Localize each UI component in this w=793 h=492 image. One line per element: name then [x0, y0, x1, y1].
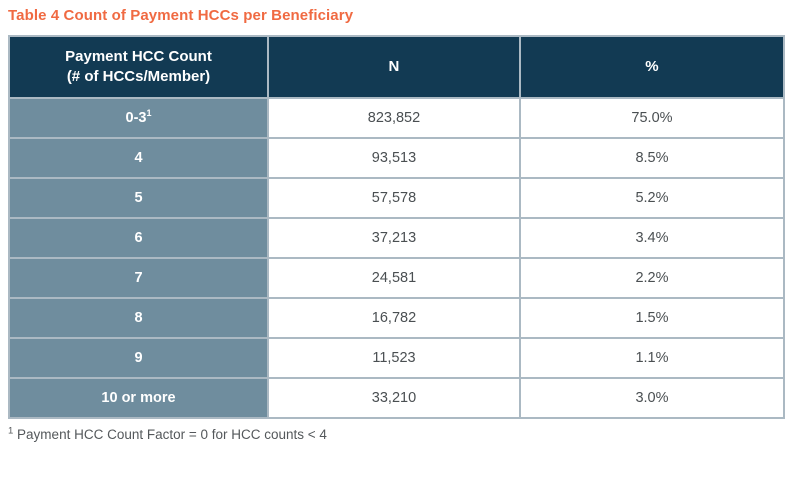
n-cell: 57,578	[268, 178, 520, 218]
row-label-cell: 4	[9, 138, 268, 178]
row-label-cell: 5	[9, 178, 268, 218]
pct-cell: 2.2%	[520, 258, 784, 298]
n-cell: 11,523	[268, 338, 520, 378]
table-row	[9, 298, 784, 338]
header-cell-n: N	[268, 36, 520, 98]
row-label-cell	[9, 98, 268, 138]
n-cell: 16,782	[268, 298, 520, 338]
footnote-text: Payment HCC Count Factor = 0 for HCC counts < 4	[13, 427, 327, 442]
row-label-cell: 7	[9, 258, 268, 298]
table-row	[9, 378, 784, 418]
pct-cell: 3.4%	[520, 218, 784, 258]
n-cell: 24,581	[268, 258, 520, 298]
n-cell: 37,213	[268, 218, 520, 258]
table-row	[9, 218, 784, 258]
payment-hcc-count-table	[8, 35, 785, 419]
pct-cell: 1.1%	[520, 338, 784, 378]
row-label-cell: 9	[9, 338, 268, 378]
header-count-line1: Payment HCC Count	[65, 47, 212, 65]
n-cell: 33,210	[268, 378, 520, 418]
row-label-cell: 6	[9, 218, 268, 258]
pct-cell: 1.5%	[520, 298, 784, 338]
table-row	[9, 258, 784, 298]
header-cell-hcc-count	[9, 36, 268, 98]
n-cell: 823,852	[268, 98, 520, 138]
header-count-line2: (# of HCCs/Member)	[66, 68, 211, 85]
table-row	[9, 98, 784, 138]
row-label-text: 0-3	[125, 110, 147, 126]
footnote-superscript: 1	[8, 425, 14, 437]
pct-cell: 75.0%	[520, 98, 784, 138]
table-row	[9, 338, 784, 378]
pct-cell: 5.2%	[520, 178, 784, 218]
row-label-cell: 10 or more	[9, 378, 268, 418]
pct-cell: 3.0%	[520, 378, 784, 418]
row-label-cell: 8	[9, 298, 268, 338]
pct-cell: 8.5%	[520, 138, 784, 178]
footnote	[8, 427, 785, 442]
table-row	[9, 138, 784, 178]
n-cell: 93,513	[268, 138, 520, 178]
table-row	[9, 178, 784, 218]
footnote-marker: 1	[146, 108, 152, 119]
table-title: Table 4 Count of Payment HCCs per Beneficiary	[8, 7, 354, 24]
header-cell-pct: %	[520, 36, 784, 98]
table-header-row	[9, 36, 784, 98]
